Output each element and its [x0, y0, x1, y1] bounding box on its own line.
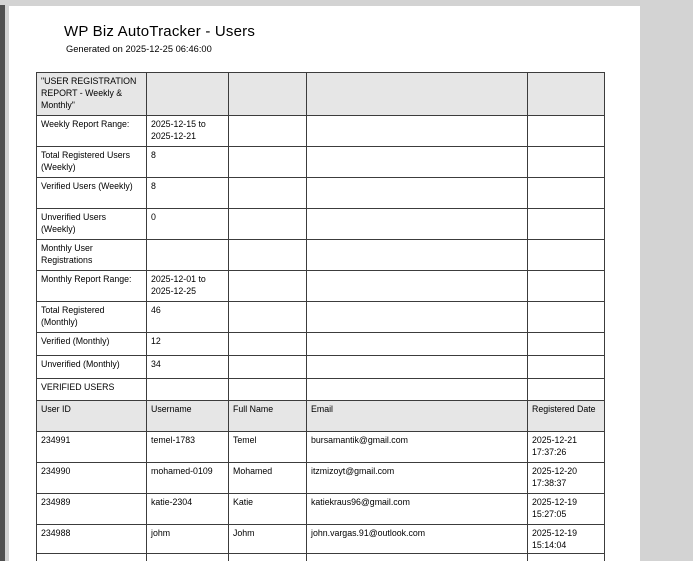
empty-cell	[147, 379, 229, 401]
empty-cell	[307, 73, 528, 116]
header-cell-user-id: User ID	[37, 401, 147, 432]
header-cell-full-name: Full Name	[229, 401, 307, 432]
window-edge-strip	[0, 5, 5, 561]
table-row-total-weekly	[37, 147, 605, 178]
empty-cell	[307, 116, 528, 147]
user-table-row-clipped	[37, 554, 605, 561]
empty-cell	[229, 356, 307, 379]
empty-cell	[229, 379, 307, 401]
empty-cell	[229, 302, 307, 333]
user-id-cell: 234988	[37, 525, 147, 554]
table-row-monthly-range	[37, 271, 605, 302]
table-header-row	[37, 401, 605, 432]
table-row-verified-monthly	[37, 333, 605, 356]
empty-cell	[147, 554, 229, 561]
summary-value-cell: 0	[147, 209, 229, 240]
table-row-unverified-monthly	[37, 356, 605, 379]
summary-label-cell: Unverified Users (Weekly)	[37, 209, 147, 240]
empty-cell	[229, 116, 307, 147]
table-row-unverified-weekly	[37, 209, 605, 240]
empty-cell	[307, 379, 528, 401]
summary-label-cell: Weekly Report Range:	[37, 116, 147, 147]
empty-cell	[229, 554, 307, 561]
registered-date-cell: 2025-12-19 15:14:04	[528, 525, 605, 554]
username-cell: johm	[147, 525, 229, 554]
summary-label-cell: Total Registered (Monthly)	[37, 302, 147, 333]
summary-label-cell: Unverified (Monthly)	[37, 356, 147, 379]
empty-cell	[528, 356, 605, 379]
registered-date-cell: 2025-12-20 17:38:37	[528, 463, 605, 494]
table-row-verified-weekly	[37, 178, 605, 209]
table-row-weekly-range	[37, 116, 605, 147]
full-name-cell: Katie	[229, 494, 307, 525]
empty-cell	[528, 271, 605, 302]
user-id-cell: 234989	[37, 494, 147, 525]
empty-cell	[307, 147, 528, 178]
user-table-row	[37, 432, 605, 463]
empty-cell	[229, 73, 307, 116]
empty-cell	[528, 178, 605, 209]
empty-cell	[528, 73, 605, 116]
summary-label-cell: "USER REGISTRATION REPORT - Weekly & Monthly"	[37, 73, 147, 116]
summary-value-cell: 8	[147, 147, 229, 178]
username-cell: katie-2304	[147, 494, 229, 525]
empty-cell	[528, 240, 605, 271]
user-id-cell: 234990	[37, 463, 147, 494]
report-table	[36, 72, 605, 561]
summary-value-cell: 8	[147, 178, 229, 209]
empty-cell	[528, 147, 605, 178]
empty-cell	[229, 209, 307, 240]
summary-value-cell: 2025-12-15 to 2025-12-21	[147, 116, 229, 147]
header-cell-email: Email	[307, 401, 528, 432]
table-row-report-title	[37, 73, 605, 116]
full-name-cell: Mohamed	[229, 463, 307, 494]
username-cell: mohamed-0109	[147, 463, 229, 494]
registered-date-cell: 2025-12-19 15:27:05	[528, 494, 605, 525]
empty-cell	[528, 209, 605, 240]
full-name-cell: Johm	[229, 525, 307, 554]
summary-label-cell: Monthly Report Range:	[37, 271, 147, 302]
summary-label-cell: Total Registered Users (Weekly)	[37, 147, 147, 178]
summary-label-cell: Monthly User Registrations	[37, 240, 147, 271]
section-title-cell: VERIFIED USERS	[37, 379, 147, 401]
empty-cell	[528, 116, 605, 147]
user-table-row	[37, 463, 605, 494]
user-table-row	[37, 494, 605, 525]
table-row-total-monthly	[37, 302, 605, 333]
empty-cell	[229, 240, 307, 271]
summary-value-cell: 34	[147, 356, 229, 379]
summary-label-cell: Verified Users (Weekly)	[37, 178, 147, 209]
empty-cell	[528, 554, 605, 561]
full-name-cell: Temel	[229, 432, 307, 463]
table-row-verified-users-section	[37, 379, 605, 401]
email-cell: bursamantik@gmail.com	[307, 432, 528, 463]
generated-timestamp: Generated on 2025-12-25 06:46:00	[66, 44, 212, 54]
summary-value-cell	[147, 240, 229, 271]
page-title: WP Biz AutoTracker - Users	[64, 23, 256, 40]
empty-cell	[307, 554, 528, 561]
empty-cell	[307, 240, 528, 271]
empty-cell	[307, 271, 528, 302]
empty-cell	[229, 333, 307, 356]
summary-value-cell: 12	[147, 333, 229, 356]
summary-value-cell: 2025-12-01 to 2025-12-25	[147, 271, 229, 302]
header-cell-username: Username	[147, 401, 229, 432]
empty-cell	[307, 333, 528, 356]
user-id-cell: 234991	[37, 432, 147, 463]
empty-cell	[528, 333, 605, 356]
empty-cell	[528, 302, 605, 333]
report-page	[9, 6, 640, 561]
summary-label-cell: Verified (Monthly)	[37, 333, 147, 356]
empty-cell	[229, 147, 307, 178]
email-cell: katiekraus96@gmail.com	[307, 494, 528, 525]
empty-cell	[528, 379, 605, 401]
user-table-row	[37, 525, 605, 554]
empty-cell	[229, 271, 307, 302]
summary-value-cell: 46	[147, 302, 229, 333]
empty-cell	[307, 356, 528, 379]
email-cell: itzmizoyt@gmail.com	[307, 463, 528, 494]
table-row-monthly-section	[37, 240, 605, 271]
empty-cell	[307, 302, 528, 333]
empty-cell	[147, 73, 229, 116]
registered-date-cell: 2025-12-21 17:37:26	[528, 432, 605, 463]
email-cell: john.vargas.91@outlook.com	[307, 525, 528, 554]
empty-cell	[229, 178, 307, 209]
empty-cell	[37, 554, 147, 561]
empty-cell	[307, 209, 528, 240]
username-cell: temel-1783	[147, 432, 229, 463]
header-cell-registered-date: Registered Date	[528, 401, 605, 432]
empty-cell	[307, 178, 528, 209]
